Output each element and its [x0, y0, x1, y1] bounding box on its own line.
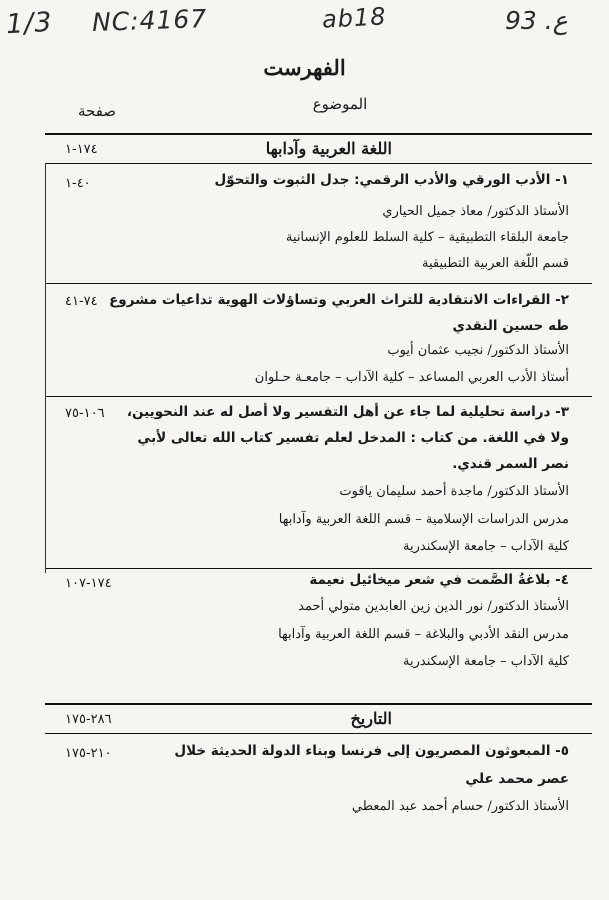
- entry-author: الأستاذ الدكتور/ نجيب عثمان أيوب: [387, 343, 569, 358]
- divider: [45, 283, 592, 284]
- entry-title-line: طه حسين النقدي: [452, 318, 569, 334]
- handwritten-nc-code: NC:4167: [91, 3, 208, 38]
- section-pages: ٢٨٦-١٧٥: [65, 712, 112, 727]
- entry-title-line: ٤- بلاغةُ الصَّمت في شعر ميخائيل نعيمة: [309, 572, 569, 588]
- divider: [45, 133, 592, 135]
- entry-title-line: ٣- دراسة تحليلية لما جاء عن أهل التفسير ولا أصل له عند النحويين،: [126, 404, 569, 420]
- entry-pages: ٧٤-٤١: [65, 294, 98, 309]
- table-border: [45, 163, 46, 573]
- page-title: الفهرست: [263, 55, 346, 80]
- handwritten-scribble: ab18: [321, 2, 388, 34]
- entry-affiliation: جامعة البلقاء التطبيقية – كلية السلط للعلوم الإنسانية: [285, 230, 569, 245]
- handwritten-fraction: 1/3: [5, 6, 54, 41]
- entry-affiliation: كلية الآداب – جامعة الإسكندرية: [403, 654, 569, 669]
- entry-pages: ٤٠-١: [65, 176, 91, 191]
- section-header: [45, 136, 592, 166]
- entry-affiliation: مدرس الدراسات الإسلامية – قسم اللغة العربية وآدابها: [278, 512, 569, 527]
- entry-affiliation: كلية الآداب – جامعة الإسكندرية: [403, 539, 569, 554]
- entry-author: الأستاذ الدكتور/ نور الدين زين العابدين متولي أحمد: [298, 599, 569, 614]
- column-header-topic: الموضوع: [312, 95, 368, 113]
- entry-affiliation: مدرس النقد الأدبي والبلاغة – قسم اللغة العربية وآدابها: [278, 627, 569, 642]
- entry-affiliation: قسم اللّغة العربية التطبيقية: [422, 256, 569, 271]
- divider: [45, 568, 592, 569]
- section-header: [45, 706, 592, 736]
- entry-author: الأستاذ الدكتور/ ماجدة أحمد سليمان ياقوت: [339, 484, 569, 499]
- entry-pages: ٢١٠-١٧٥: [65, 746, 112, 761]
- entry-title-line: نصر السمر قندي.: [452, 456, 569, 472]
- entry-title-line: ولا في اللغة. من كتاب : المدخل لعلم تفسير كتاب الله تعالى لأبي: [137, 430, 569, 446]
- section-title: التاريخ: [350, 709, 392, 728]
- divider: [45, 703, 592, 705]
- entry-author: الأستاذ الدكتور/ حسام أحمد عبد المعطي: [351, 799, 569, 814]
- divider: [45, 396, 592, 397]
- entry-pages: ١٠٦-٧٥: [65, 406, 105, 421]
- handwritten-number: 93 .ع: [505, 6, 568, 35]
- section-title: اللغة العربية وآدابها: [265, 139, 392, 158]
- entry-affiliation: أستاذ الأدب العربي المساعد – كلية الآداب – جامعـة حـلوان: [254, 370, 569, 385]
- column-header-page: صفحة: [77, 102, 117, 120]
- section-pages: ١٧٤-١: [65, 142, 98, 157]
- entry-title-line: عصر محمد علي: [465, 771, 569, 787]
- entry-author: الأستاذ الدكتور/ معاذ جميل الحياري: [382, 204, 569, 219]
- entry-title-line: ٢- القراءات الانتقادية للتراث العربي وتساؤلات الهوية تداعيات مشروع: [109, 292, 569, 308]
- entry-title-line: ٥- المبعوثون المصريون إلى فرنسا وبناء الدولة الحديثة خلال: [174, 743, 569, 759]
- entry-pages: ١٧٤-١٠٧: [65, 576, 112, 591]
- entry-title-line: ١- الأدب الورقي والأدب الرقمي: جدل الثبوت والتحوّل: [214, 172, 569, 188]
